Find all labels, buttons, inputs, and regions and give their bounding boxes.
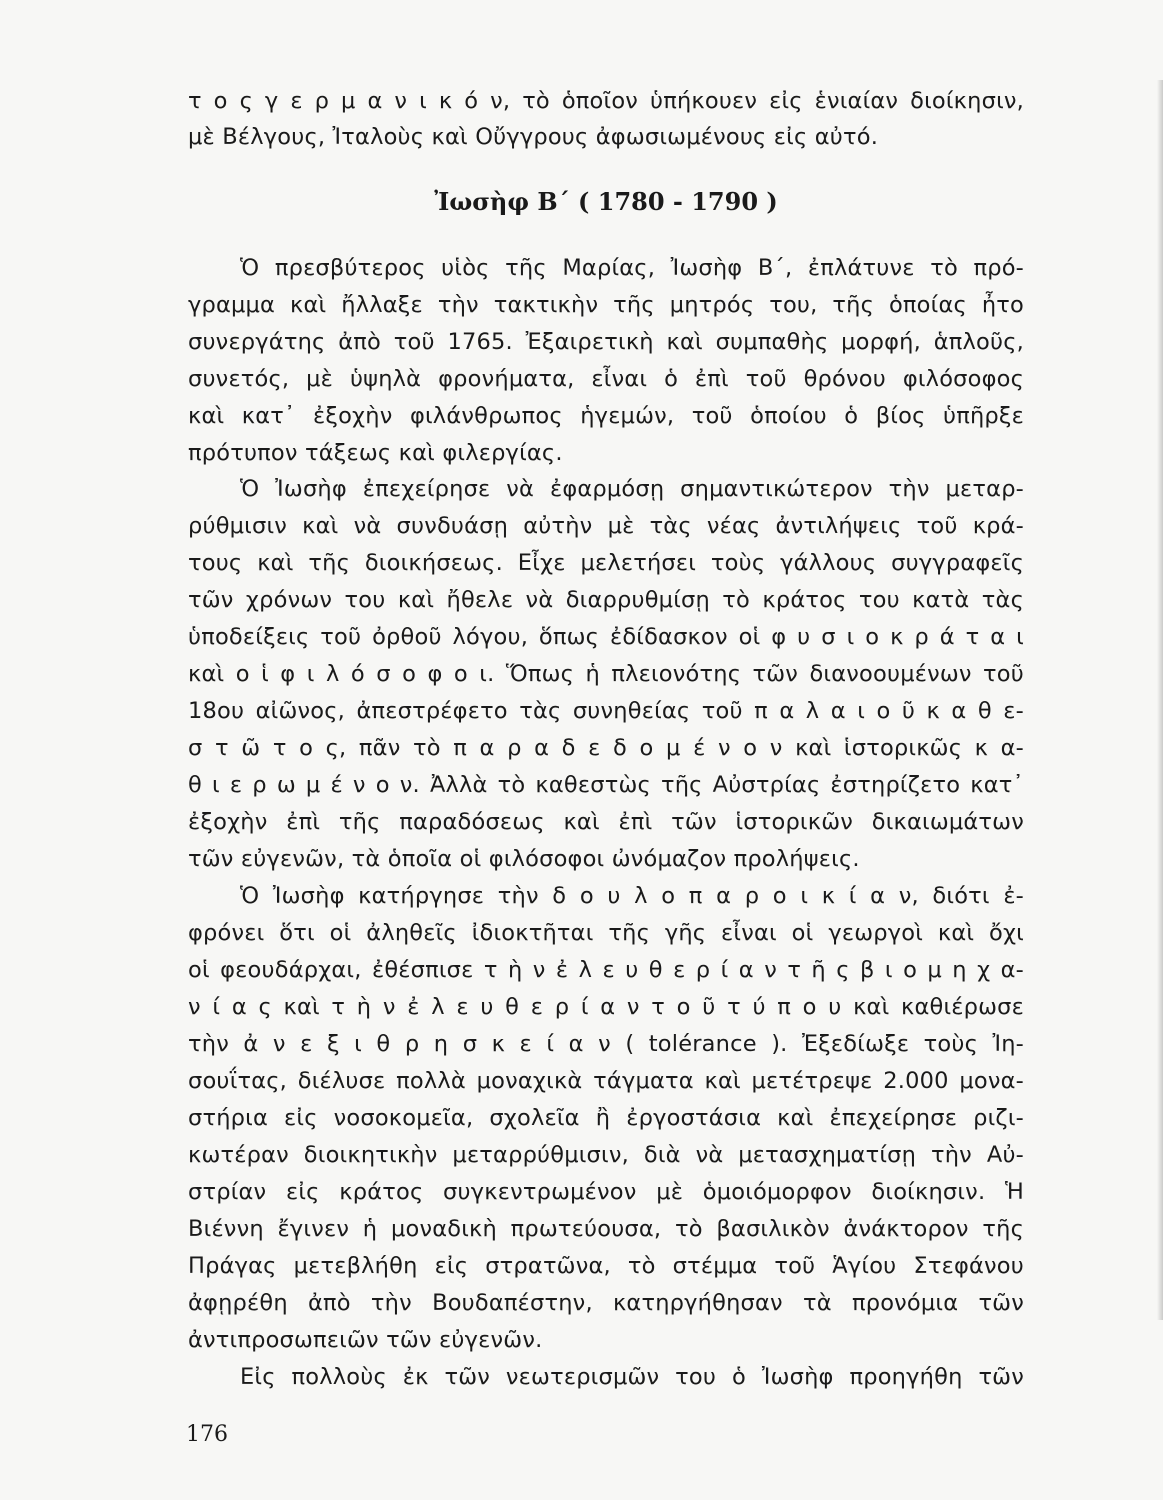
text-line: καὶ ο ἱ φ ι λ ό σ ο φ ο ι. Ὅπως ἡ πλειονότης τῶν διανοουμένων τοῦ (188, 661, 1024, 687)
text-line: Ὁ Ἰωσὴφ ἐπεχείρησε νὰ ἐφαρμόσῃ σημαντικώτερον τὴν μεταρ- (240, 476, 1024, 502)
section-heading: Ἰωσὴφ Β΄ ( 1780 - 1790 ) (434, 187, 778, 216)
text-line: θ ι ε ρ ω μ έ ν ο ν. Ἀλλὰ τὸ καθεστὼς τῆς Αὐστρίας ἐστηρίζετο κατ᾽ (188, 772, 1024, 798)
page-number: 176 (186, 1422, 228, 1447)
text-line: σουΐτας, διέλυσε πολλὰ μοναχικὰ τάγματα καὶ μετέτρεψε 2.000 μονα- (188, 1068, 1024, 1094)
text-line: συνετός, μὲ ὑψηλὰ φρονήματα, εἶναι ὁ ἐπὶ τοῦ θρόνου φιλόσοφος (188, 366, 1024, 392)
text-line: Πράγας μετεβλήθη εἰς στρατῶνα, τὸ στέμμα τοῦ Ἁγίου Στεφάνου (188, 1253, 1024, 1279)
text-line: Ὁ πρεσβύτερος υἱὸς τῆς Μαρίας, Ἰωσὴφ Β΄, ἐπλάτυνε τὸ πρό- (240, 255, 1024, 281)
text-line: οἱ φεουδάρχαι, ἐθέσπισε τ ὴ ν ἐ λ ε υ θ ε ρ ί α ν τ ῆ ς β ι ο μ η χ α- (188, 957, 1024, 983)
text-line: τῶν χρόνων του καὶ ἤθελε νὰ διαρρυθμίσῃ τὸ κράτος του κατὰ τὰς (188, 587, 1024, 613)
page-edge-shadow (1157, 80, 1163, 1320)
text-line: γραμμα καὶ ἤλλαξε τὴν τακτικὴν τῆς μητρός του, τῆς ὁποίας ἦτο (188, 292, 1024, 318)
text-line: ὑποδείξεις τοῦ ὀρθοῦ λόγου, ὅπως ἐδίδασκον οἱ φ υ σ ι ο κ ρ ά τ α ι (188, 624, 1024, 650)
text-line: ρύθμισιν καὶ νὰ συνδυάσῃ αὐτὴν μὲ τὰς νέας ἀντιλήψεις τοῦ κρά- (188, 513, 1024, 539)
text-line: καὶ κατ᾽ ἐξοχὴν φιλάνθρωπος ἡγεμών, τοῦ ὁποίου ὁ βίος ὑπῆρξε (188, 403, 1024, 429)
text-line: Βιέννη ἔγινεν ἡ μοναδικὴ πρωτεύουσα, τὸ βασιλικὸν ἀνάκτορον τῆς (188, 1216, 1024, 1242)
text-line: τῶν εὐγενῶν, τὰ ὁποῖα οἱ φιλόσοφοι ὠνόμαζον προλήψεις. (188, 846, 860, 872)
text-line: σ τ ῶ τ ο ς, πᾶν τὸ π α ρ α δ ε δ ο μ έ ν ο ν καὶ ἱστορικῶς κ α- (188, 735, 1024, 761)
text-line: Ὁ Ἰωσὴφ κατήργησε τὴν δ ο υ λ ο π α ρ ο ι κ ί α ν, διότι ἐ- (240, 883, 1024, 909)
text-line: φρόνει ὅτι οἱ ἀληθεῖς ἰδιοκτῆται τῆς γῆς εἶναι οἱ γεωργοὶ καὶ ὄχι (188, 920, 1024, 946)
text-line: πρότυπον τάξεως καὶ φιλεργίας. (188, 440, 563, 466)
text-line: Εἰς πολλοὺς ἐκ τῶν νεωτερισμῶν του ὁ Ἰωσὴφ προηγήθη τῶν (240, 1364, 1024, 1390)
text-line: ἐξοχὴν ἐπὶ τῆς παραδόσεως καὶ ἐπὶ τῶν ἱστορικῶν δικαιωμάτων (188, 809, 1024, 835)
text-line: μὲ Βέλγους, Ἰταλοὺς καὶ Οὔγγρους ἀφωσιωμένους εἰς αὐτό. (188, 124, 879, 150)
text-line: τὴν ἀ ν ε ξ ι θ ρ η σ κ ε ί α ν ( tolérance ). Ἐξεδίωξε τοὺς Ἰη- (188, 1031, 1024, 1057)
text-line: 18ου αἰῶνος, ἀπεστρέφετο τὰς συνηθείας τοῦ π α λ α ι ο ῦ κ α θ ε- (188, 698, 1024, 724)
text-line: στρίαν εἰς κράτος συγκεντρωμένον μὲ ὁμοιόμορφον διοίκησιν. Ἡ (188, 1179, 1024, 1205)
text-line: στήρια εἰς νοσοκομεῖα, σχολεῖα ἢ ἐργοστάσια καὶ ἐπεχείρησε ριζι- (188, 1105, 1024, 1131)
text-line: ἀντιπροσωπειῶν τῶν εὐγενῶν. (188, 1327, 543, 1353)
text-line: συνεργάτης ἀπὸ τοῦ 1765. Ἐξαιρετικὴ καὶ συμπαθὴς μορφή, ἁπλοῦς, (188, 329, 1024, 355)
text-line: κωτέραν διοικητικὴν μεταρρύθμισιν, διὰ νὰ μετασχηματίσῃ τὴν Αὐ- (188, 1142, 1024, 1168)
text-line: τους καὶ τῆς διοικήσεως. Εἶχε μελετήσει τοὺς γάλλους συγγραφεῖς (188, 550, 1024, 576)
text-line: τ ο ς γ ε ρ μ α ν ι κ ό ν, τὸ ὁποῖον ὑπήκουεν εἰς ἑνιαίαν διοίκησιν, (188, 88, 1024, 114)
text-line: ν ί α ς καὶ τ ὴ ν ἐ λ ε υ θ ε ρ ί α ν τ ο ῦ τ ύ π ο υ καὶ καθιέρωσε (188, 994, 1024, 1020)
text-line: ἀφῃρέθη ἀπὸ τὴν Βουδαπέστην, κατηργήθησαν τὰ προνόμια τῶν (188, 1290, 1024, 1316)
